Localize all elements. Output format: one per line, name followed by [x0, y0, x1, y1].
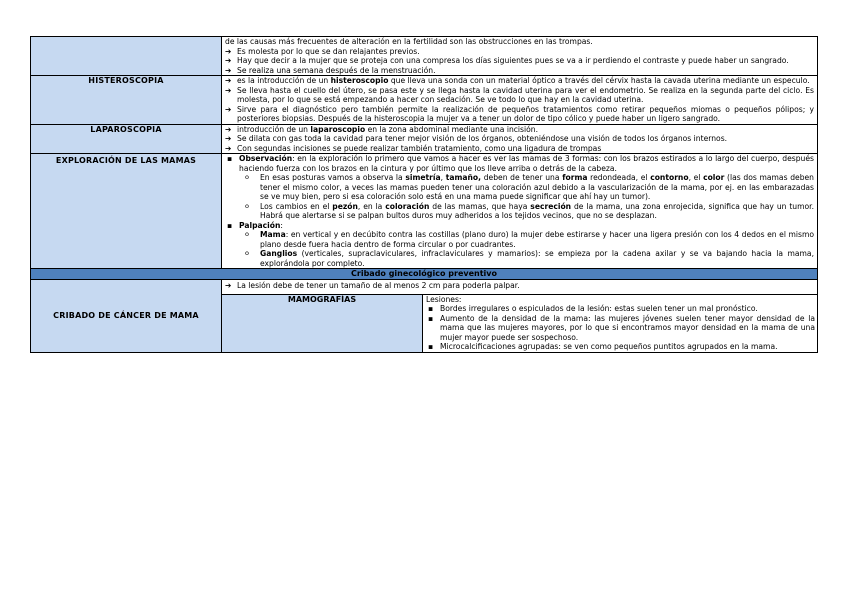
list-item: ➔ es la introducción de un histeroscopio que lleva una sonda con un material óptico a través del cérvix hasta la cavada uterina mediante un especulo. [225, 76, 810, 85]
bullet-icon: ▪ [227, 154, 233, 163]
list-item: ➔ La lesión debe de tener un tamaño de al menos 2 cm para poderla palpar. [222, 280, 817, 295]
list-item: ➔ Con segundas incisiones se puede realizar también tratamiento, como una ligadura de trompas [225, 143, 602, 153]
list-item: ▪ Aumento de la densidad de la mama: las mujeres jóvenes suelen tener mayor densidad de la mama que las mujeres mayores, por lo que si encontramos mayor densidad en la mama de una mujer mayor puede ser sospechoso. [428, 313, 815, 342]
bullet-icon: ▪ [428, 304, 434, 313]
lesiones-heading: Lesiones: [426, 294, 462, 304]
table-row [31, 76, 818, 125]
table-row [31, 124, 818, 154]
arrow-icon: ➔ [225, 281, 232, 290]
list-item: o Ganglios (verticales, supraclaviculares, infraclaviculares y mamarios): se empieza por la cadena axilar y se va bajando hacia la mama, explorándola por completo. [245, 249, 814, 268]
list-item: ▪ Palpación: [227, 220, 283, 230]
list-item: o En esas posturas vamos a observa la simetría, tamaño, deben de tener una forma redondeada, el contorno, el color (las dos mamas deben tener el mismo color, a veces las mamas pueden tener una coloración azul debido a la vascularización de la mama, por ej. en las embarazadas se ve muy bien, pero si esa coloración solo está en una mama puede significar que ahí hay un tumor). [245, 173, 814, 201]
row-label-histeroscopia: HISTEROSCOPIA [31, 76, 222, 125]
list-item: ▪ Microcalcificaciones agrupadas: se ven como pequeños puntitos agrupados en la mama. [428, 342, 778, 351]
list-item: ➔ Hay que decir a la mujer que se proteja con una compresa los días siguientes pues se va a ir perdiendo el contraste y puede haber un sangrado. [225, 56, 789, 65]
mamografias-label: MAMOGRAFÍAS [222, 295, 423, 352]
list-item: ➔ introducción de un laparoscopio en la zona abdominal mediante una incisión. [225, 124, 538, 134]
row-label-exploracion: EXPLORACIÓN DE LAS MAMAS [31, 154, 222, 269]
section-header-row [31, 269, 818, 280]
row-label-cribado: CRIBADO DE CÁNCER DE MAMA [31, 280, 222, 353]
list-item: ➔ Se realiza una semana después de la menstruación. [225, 65, 436, 75]
arrow-icon: ➔ [225, 56, 232, 65]
laparoscopia-content [222, 124, 818, 154]
section-header: Cribado ginecológico preventivo [31, 269, 818, 280]
list-item: ▪ Observación: en la exploración lo primero que vamos a hacer es ver las mamas de 3 formas: con los brazos estirados a lo largo del cuerpo, después haciendo fuerza con los brazos en la cintura y por último que los lleve arriba o detrás de la cabeza. [227, 154, 814, 173]
list-item: o Mama: en vertical y en decúbito contra las costillas (plano duro) la mujer debe estirarse y hacer una ligera presión con los 4 dedos en el mismo plano desde fuera hacia dentro de forma circular o por cuadrantes. [245, 230, 814, 249]
arrow-icon: ➔ [225, 104, 232, 114]
arrow-icon: ➔ [225, 124, 232, 134]
arrow-icon: ➔ [225, 85, 232, 95]
bullet-icon: ▪ [428, 342, 434, 351]
document-table [30, 36, 818, 353]
arrow-icon: ➔ [225, 76, 232, 85]
table-row [31, 154, 818, 269]
list-item: ▪ Bordes irregulares o espiculados de la lesión: estas suelen tener un mal pronóstico. [428, 304, 758, 313]
arrow-icon: ➔ [225, 65, 232, 75]
list-item: ➔ Sirve para el diagnóstico pero también permite la realización de pequeños tratamientos como retirar pequeños miomas o pequeños pólipos; y posteriores biopsias. Después de la histeroscopia la mujer va a tener un dolor de tipo cólico y puede haber un ligero sangrado. [225, 104, 814, 123]
list-item: ➔ Se dilata con gas toda la cavidad para tener mejor visión de los órganos, obteniéndose una visión de todos los órganos internos. [225, 134, 728, 143]
table-row [222, 295, 817, 352]
empty-label-cell [31, 37, 222, 76]
circle-bullet-icon: o [245, 201, 249, 210]
cribado-content [222, 280, 818, 353]
row-label-laparoscopia: LAPAROSCOPIA [31, 124, 222, 154]
list-item: ➔ Es molesta por lo que se dan relajantes previos. [225, 46, 420, 56]
circle-bullet-icon: o [245, 173, 249, 181]
bullet-icon: ▪ [227, 220, 233, 230]
arrow-icon: ➔ [225, 134, 232, 143]
arrow-icon: ➔ [225, 46, 232, 56]
table-row [31, 280, 818, 353]
mamografias-table [222, 295, 817, 352]
continuation-text: de las causas más frecuentes de alteración en la fertilidad son las obstrucciones en las trompas. [225, 37, 593, 46]
circle-bullet-icon: o [245, 249, 249, 257]
circle-bullet-icon: o [245, 230, 249, 238]
exploracion-content [222, 154, 818, 269]
histerosalpingo-content [222, 37, 818, 76]
mamografias-content [423, 295, 818, 352]
arrow-icon: ➔ [225, 143, 232, 153]
list-item: o Los cambios en el pezón, en la coloración de las mamas, que haya secreción de la mama, una zona enrojecida, significa que hay un tumor. Habrá que alertarse si se palpan bultos duros muy adheridos a los tejidos vecinos, que no se desplazan. [245, 201, 814, 220]
list-item: ➔ Se lleva hasta el cuello del útero, se pasa este y se llega hasta la cavidad uterina para ver el endometrio. Se realiza en la segunda parte del ciclo. Es molesta, por lo que se está empezando a hacer con sedación. Se ve todo lo que hay en la cavidad uterina. [225, 85, 814, 104]
histeroscopia-content [222, 76, 818, 125]
table-row [31, 37, 818, 76]
bullet-icon: ▪ [428, 313, 434, 323]
